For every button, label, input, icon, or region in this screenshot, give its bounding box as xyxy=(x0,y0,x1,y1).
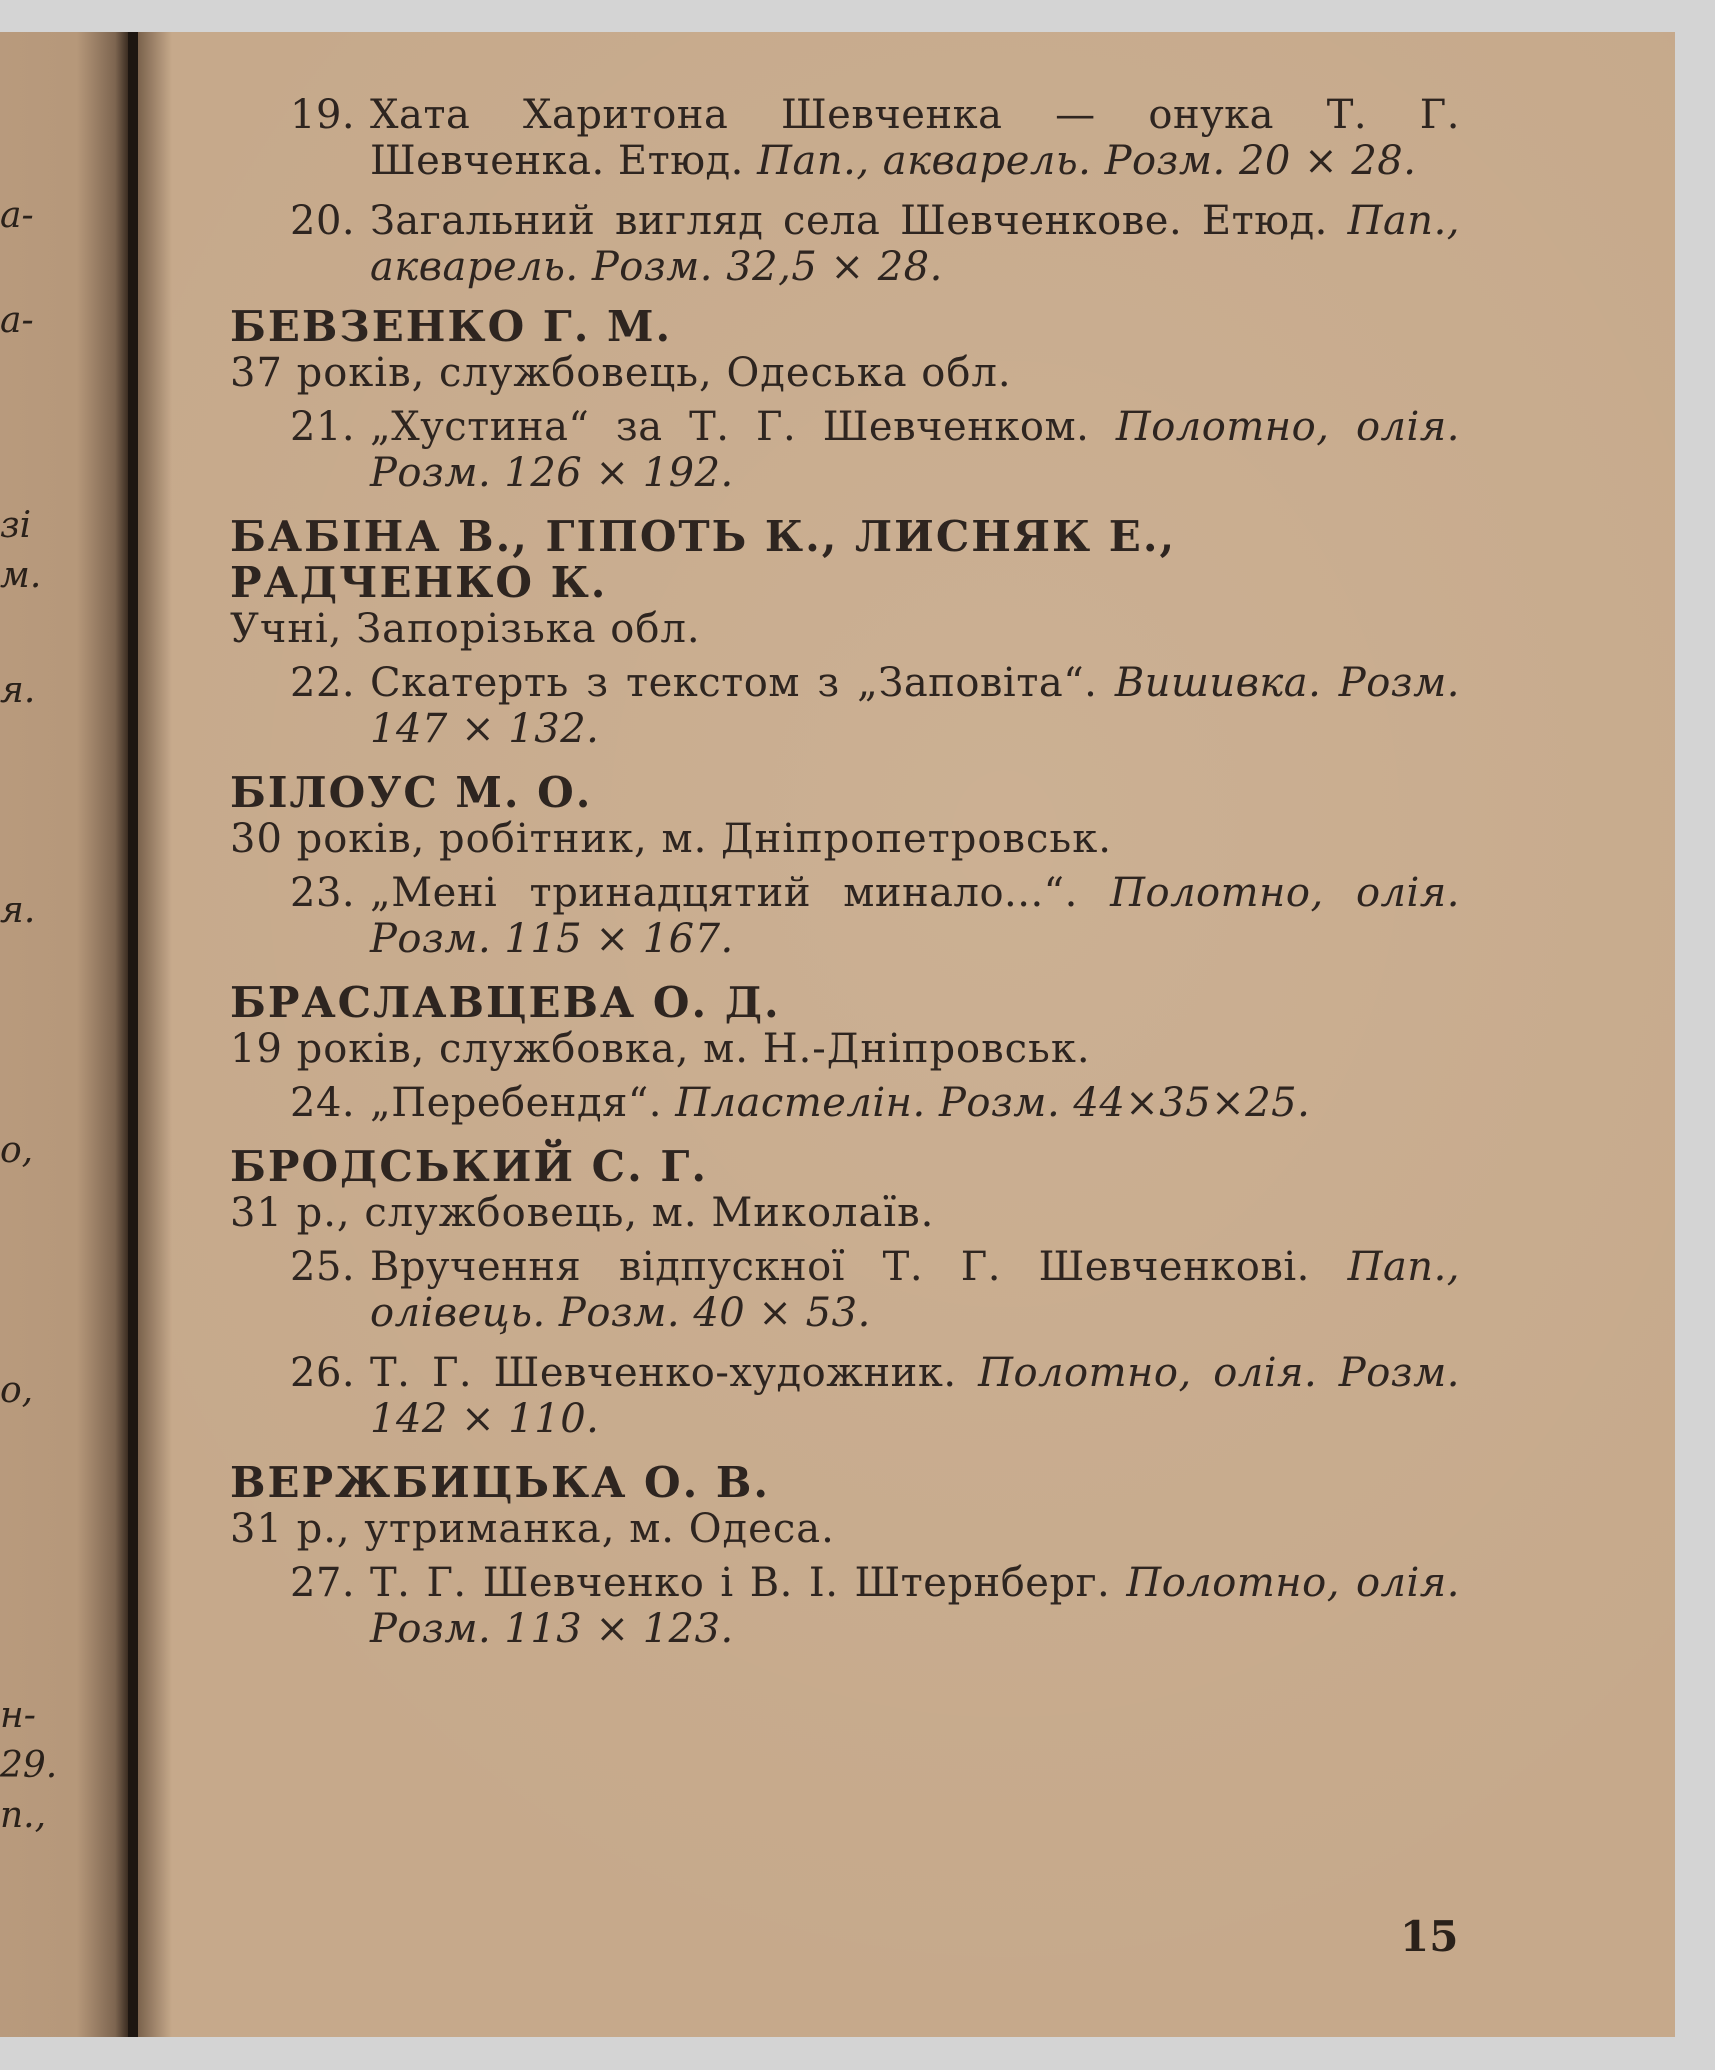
left-page-fragment: п., xyxy=(0,1795,47,1836)
artist-section xyxy=(230,1144,1460,1442)
artist-name: БРОДСЬКИЙ С. Г. xyxy=(230,1142,708,1191)
artist-section xyxy=(230,980,1460,1126)
entry-medium: Пап., акварель. Розм. 20 × 28. xyxy=(757,138,1417,184)
left-page-fragment: я. xyxy=(0,890,36,931)
left-page-fragment: о, xyxy=(0,1130,34,1171)
entry-number: 22. xyxy=(290,660,356,706)
spine-shadow xyxy=(138,32,172,2037)
left-page-fragment: н- xyxy=(0,1695,36,1736)
left-page-fragment: я. xyxy=(0,670,36,711)
artist-name: БРАСЛАВЦЕВА О. Д. xyxy=(230,978,781,1027)
catalog-entry xyxy=(230,1080,1460,1126)
entry-medium: Полотно, олія. Розм. 142 × 110. xyxy=(370,1350,1460,1442)
artist-name: БЕВЗЕНКО Г. М. xyxy=(230,302,673,351)
artist-name: ВЕРЖБИЦЬКА О. В. xyxy=(230,1458,770,1507)
entry-medium: Полотно, олія. Розм. 126 × 192. xyxy=(370,404,1460,496)
entry-number: 23. xyxy=(290,870,356,916)
entry-number: 20. xyxy=(290,198,356,244)
artist-name: БІЛОУС М. О. xyxy=(230,768,593,817)
entry-medium: Пап., олівець. Розм. 40 × 53. xyxy=(370,1244,1460,1336)
entry-medium: Пап., акварель. Розм. 32,5 × 28. xyxy=(370,198,1460,290)
catalog-content xyxy=(230,92,1460,1670)
continued-works xyxy=(230,92,1460,290)
entry-number: 21. xyxy=(290,404,356,450)
catalog-entry xyxy=(230,660,1460,752)
left-page-fragment: а- xyxy=(0,300,34,341)
artist-info: Учні, Запорізька обл. xyxy=(230,606,701,652)
catalog-entry xyxy=(230,1560,1460,1652)
entry-number: 19. xyxy=(290,92,356,138)
left-page-fragment: м. xyxy=(0,555,42,596)
entry-medium: Вишивка. Розм. 147 × 132. xyxy=(370,660,1460,752)
left-page-fragment: а- xyxy=(0,195,34,236)
artist-section xyxy=(230,770,1460,962)
artist-info: 30 років, робітник, м. Дніпропетровськ. xyxy=(230,816,1112,862)
scanned-page xyxy=(0,32,1675,2037)
left-page-fragment: о, xyxy=(0,1370,34,1411)
entry-number: 26. xyxy=(290,1350,356,1396)
left-page-fragment: зі xyxy=(0,505,32,546)
entry-medium: Пластелін. Розм. 44×35×25. xyxy=(675,1080,1311,1126)
entry-title: „Мені тринадцятий минало...“. xyxy=(370,870,1078,916)
catalog-entry xyxy=(230,198,1460,290)
entry-medium: Полотно, олія. Розм. 113 × 123. xyxy=(370,1560,1460,1652)
artist-section xyxy=(230,514,1460,752)
catalog-entry xyxy=(230,404,1460,496)
catalog-entry xyxy=(230,1350,1460,1442)
entry-title: Загальний вигляд села Шевченкове. Етюд. xyxy=(370,198,1328,244)
left-page-fragment: 29. xyxy=(0,1745,58,1786)
entry-number: 27. xyxy=(290,1560,356,1606)
artist-info: 31 р., утриманка, м. Одеса. xyxy=(230,1506,835,1552)
artist-section xyxy=(230,304,1460,496)
catalog-entry xyxy=(230,870,1460,962)
artist-info: 19 років, службовка, м. Н.-Дніпровськ. xyxy=(230,1026,1091,1072)
entry-title: Вручення відпускної Т. Г. Шевченкові. xyxy=(370,1244,1310,1290)
entry-title: „Перебендя“. xyxy=(370,1080,662,1126)
entry-number: 24. xyxy=(290,1080,356,1126)
book-spine xyxy=(128,32,138,2037)
entry-title: Скатерть з текстом з „Заповіта“. xyxy=(370,660,1098,706)
artist-section xyxy=(230,1460,1460,1652)
entry-title: Т. Г. Шевченко-художник. xyxy=(370,1350,957,1396)
catalog-entry xyxy=(230,1244,1460,1336)
artist-name: БАБІНА В., ГІПОТЬ К., ЛИСНЯК Е., РАДЧЕНКО К. xyxy=(230,512,1177,607)
page-number: 15 xyxy=(1400,1912,1459,1961)
artist-list xyxy=(230,304,1460,1652)
entry-title: Т. Г. Шевченко і В. І. Штернберг. xyxy=(370,1560,1111,1606)
artist-info: 31 р., службовець, м. Миколаїв. xyxy=(230,1190,935,1236)
catalog-entry xyxy=(230,92,1460,184)
entry-title: „Хустина“ за Т. Г. Шевченком. xyxy=(370,404,1090,450)
artist-info: 37 років, службовець, Одеська обл. xyxy=(230,350,1012,396)
entry-medium: Полотно, олія. Розм. 115 × 167. xyxy=(370,870,1460,962)
entry-title: Хата Харитона Шевченка — онука Т. Г. Шевченка. Етюд. xyxy=(370,92,1460,184)
entry-number: 25. xyxy=(290,1244,356,1290)
